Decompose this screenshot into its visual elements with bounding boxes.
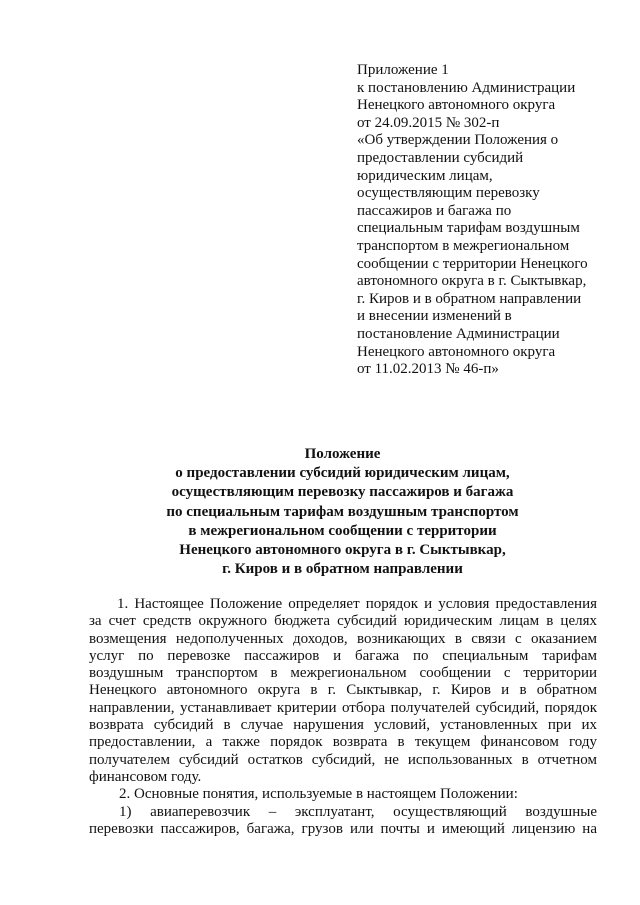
appendix-line: Приложение 1 [357,62,449,78]
appendix-line: автономного округа в г. Сыктывкар, [357,273,587,290]
paragraph-2 [89,786,597,803]
body-line: получателем субсидий остатков субсидий, не использованных в отчетном [89,751,597,768]
body-line: возмещения недополученных доходов, возникающих в связи с оказанием [89,630,597,647]
document-title [80,445,605,579]
appendix-line: постановление Администрации [357,325,560,342]
body-line: 1) авиаперевозчик – эксплуатант, осуществляющий воздушные [119,803,597,820]
appendix-line: и внесении изменений в [357,308,512,325]
body-line: перевозки пассажиров, багажа, грузов или почты и имеющий лицензию на [89,820,597,837]
title-line: в межрегиональном сообщении с территории [188,522,497,539]
title-line: по специальным тарифам воздушным транспортом [166,503,519,520]
appendix-line: транспортом в межрегиональном [357,237,570,254]
body-line: за счет средств окружного бюджета субсидий юридическим лицам в целях [89,613,597,630]
paragraph-3 [89,804,597,839]
appendix-line: сообщении с территории Ненецкого [357,255,588,272]
appendix-line: предоставлении субсидий [357,149,524,166]
body-line: возврата субсидий в случае нарушения условий, установленных при их [89,717,597,734]
title-line: Ненецкого автономного округа в г. Сыктывкар, [179,542,506,559]
appendix-line: от 24.09.2015 № 302-п [357,114,500,131]
appendix-line: «Об утверждении Положения о [357,132,559,149]
body-line: услуг по перевозке пассажиров и багажа по специальным тарифам [89,647,597,664]
body-line: 1. Настоящее Положение определяет порядок и условия предоставления [117,596,597,612]
appendix-line: г. Киров и в обратном направлении [357,290,582,307]
appendix-line: от 11.02.2013 № 46-п» [357,361,499,378]
appendix-line: специальным тарифам воздушным [357,220,580,237]
body-line: Ненецкого автономного округа в г. Сыктывкар, г. Киров и в обратном [89,682,597,699]
body-line: воздушным транспортом в межрегиональном сообщении с территории [89,665,597,682]
appendix-line: Ненецкого автономного округа [357,343,556,360]
appendix-line: осуществляющим перевозку [357,185,540,202]
title-line: Положение [304,446,381,462]
appendix-line: к постановлению Администрации [357,79,576,96]
body-line: финансовом году. [89,768,202,785]
title-line: о предоставлении субсидий юридическим лицам, [175,465,510,482]
appendix-line: юридическим лицам, [357,167,493,184]
appendix-header [357,62,617,379]
body-line: направлении, устанавливает критерии отбора получателей субсидий, порядок [89,699,597,716]
appendix-line: Ненецкого автономного округа [357,97,556,114]
title-line: г. Киров и в обратном направлении [222,561,463,578]
body-line: предоставлении, а также порядок возврата в текущем финансовом году [89,734,597,751]
title-line: осуществляющим перевозку пассажиров и багажа [171,484,514,501]
paragraph-1 [89,596,597,786]
document-body [89,596,597,838]
appendix-line: пассажиров и багажа по [357,202,512,219]
body-line: 2. Основные понятия, используемые в настоящем Положении: [119,786,518,803]
